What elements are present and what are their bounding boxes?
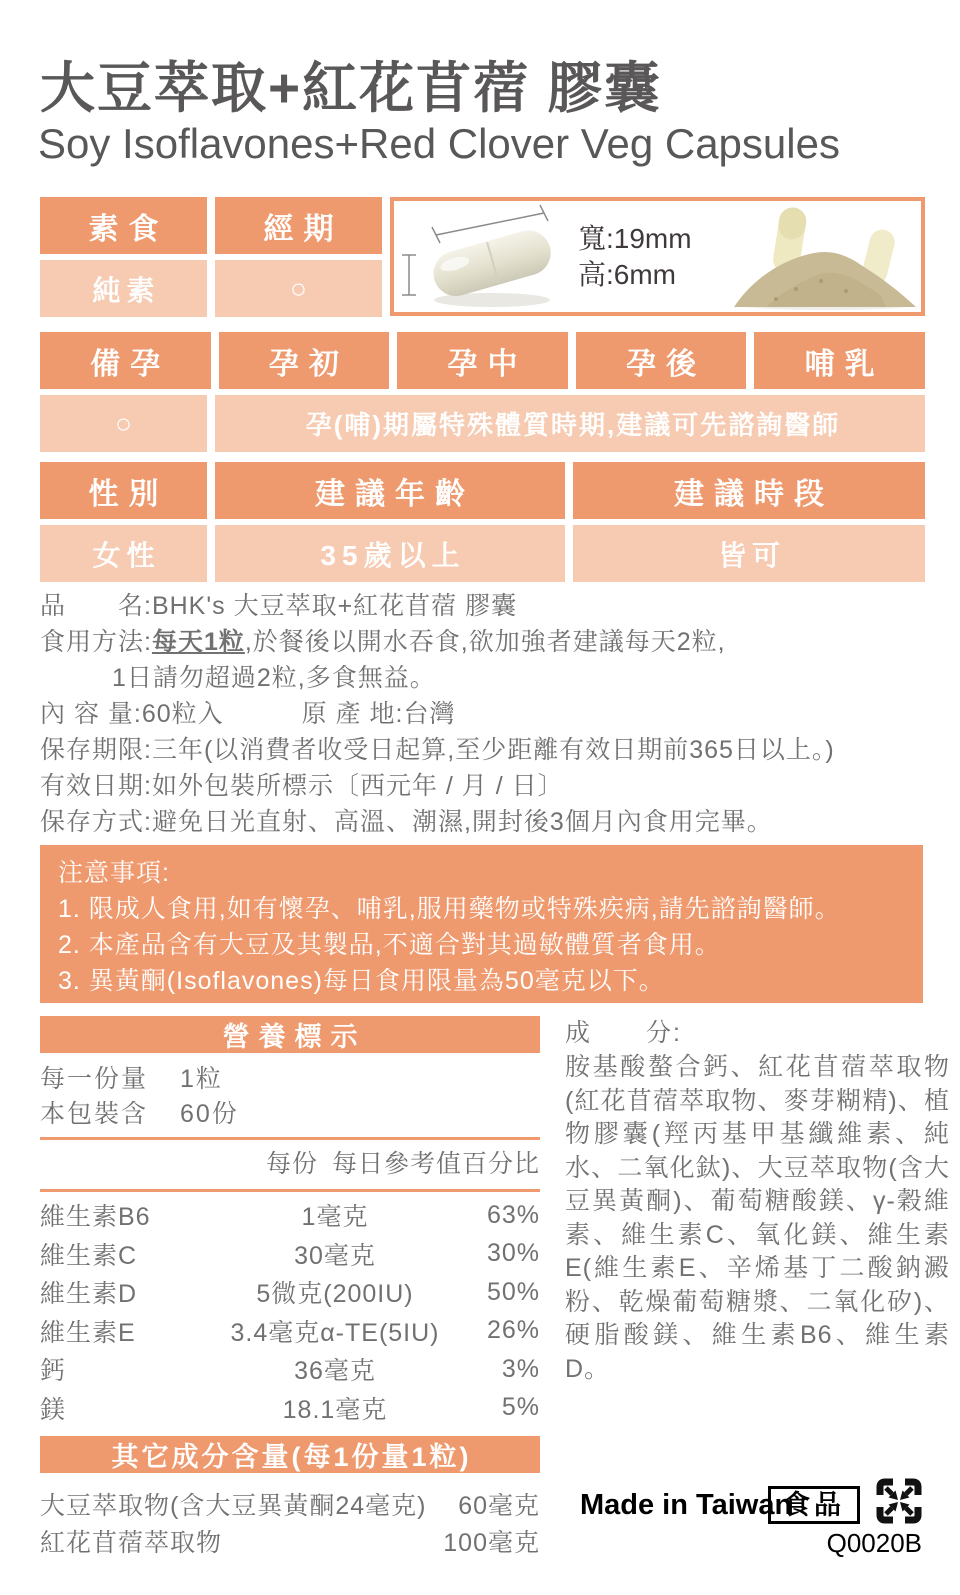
capsule-photo-panel	[390, 197, 925, 316]
nutrient-dv: 50%	[486, 1277, 540, 1306]
nutrition-column-headers	[40, 1140, 540, 1184]
nutrient-amount: 36毫克	[294, 1357, 376, 1386]
nutrient-dv: 30%	[486, 1239, 540, 1268]
content-origin-line: 內 容 量:60粒入 原 產 地:台灣	[40, 700, 456, 728]
notice-item-2: 2. 本產品含有大豆及其製品,不適合對其過敏體質者食用。	[58, 931, 721, 959]
nutrition-panel	[40, 1016, 540, 1559]
table-row	[40, 1312, 540, 1351]
usage-label: 食用方法:	[40, 628, 152, 656]
shelf-life-line: 保存期限:三年(以消費者收受日起算,至少距離有效日期前365日以上。)	[40, 736, 835, 764]
powder-photo	[726, 201, 921, 312]
nutrient-name: 維生素E	[40, 1318, 136, 1347]
lower-columns	[40, 1016, 950, 1559]
usage-rest: ,於餐後以開水吞食,欲加強者建議每天2粒,	[244, 628, 726, 656]
page-title: 大豆萃取+紅花苜蓿 膠囊	[40, 57, 662, 119]
nutrition-title-bar: 營養標示	[40, 1016, 540, 1053]
servings-value: 60份	[180, 1100, 239, 1128]
nutrition-rows	[40, 1196, 540, 1427]
storage-line: 保存方式:避免日光直射、高溫、潮濕,開封後3個月內食用完畢。	[40, 808, 773, 836]
serving-size-label: 每一份量	[40, 1065, 149, 1093]
servings-line	[40, 1097, 540, 1132]
usage-line2: 1日請勿超過2粒,多食無益。	[112, 664, 436, 692]
diet-value-period-ok: ○	[215, 260, 382, 317]
audience-value-age: 35歲以上	[215, 525, 565, 582]
other-ingredients-title-bar: 其它成分含量(每1份量1粒)	[40, 1436, 540, 1473]
ingredient-name: 大豆萃取物(含大豆異黃酮24毫克)	[40, 1491, 427, 1520]
nutrient-name: 維生素C	[40, 1241, 138, 1270]
notice-title: 注意事項:	[58, 859, 170, 887]
pregnancy-header-prep: 備孕	[40, 332, 211, 389]
pregnancy-header-early: 孕初	[219, 332, 390, 389]
notice-box	[40, 845, 923, 1003]
capsule-width-label: 寬:19mm	[578, 222, 692, 254]
serving-info	[40, 1062, 540, 1132]
pregnancy-header-late: 孕後	[576, 332, 747, 389]
nutrient-name: 維生素D	[40, 1280, 138, 1309]
pregnancy-header-mid: 孕中	[397, 332, 568, 389]
usage-dose: 每天1粒	[151, 628, 245, 656]
food-badge: 食品	[768, 1486, 860, 1524]
nutrient-amount: 3.4毫克α-TE(5IU)	[230, 1318, 440, 1347]
serving-size-line	[40, 1062, 540, 1097]
diet-value-vegan: 純素	[40, 260, 207, 317]
pregnancy-consult-note: 孕(哺)期屬特殊體質時期,建議可先諮詢醫師	[215, 395, 925, 452]
usage-line	[40, 624, 935, 660]
table-row	[40, 1485, 540, 1522]
table-row	[40, 1273, 540, 1312]
nutrient-amount: 5微克(200IU)	[256, 1280, 414, 1309]
product-code: Q0020B	[826, 1528, 922, 1558]
recycling-icon	[876, 1478, 922, 1524]
nutrient-amount: 30毫克	[294, 1241, 376, 1270]
nutrient-amount: 18.1毫克	[282, 1395, 388, 1424]
diet-table	[40, 197, 925, 316]
table-row	[40, 1389, 540, 1428]
nutrient-amount: 1毫克	[301, 1203, 369, 1232]
product-name-line: 品 名:BHK's 大豆萃取+紅花苜蓿 膠囊	[40, 592, 518, 620]
audience-value-gender: 女性	[40, 525, 207, 582]
capsule-height-label: 高:6mm	[578, 258, 677, 290]
ingredient-amount: 60毫克	[458, 1491, 540, 1520]
nutrient-name: 鈣	[40, 1357, 67, 1386]
diet-header-period: 經期	[215, 197, 382, 254]
audience-header-age: 建議年齡	[215, 462, 565, 519]
page-subtitle: Soy Isoflavones+Red Clover Veg Capsules	[38, 120, 840, 167]
pregnancy-table	[40, 332, 925, 452]
audience-table	[40, 462, 925, 582]
other-ingredients-rows	[40, 1485, 540, 1559]
nutrient-dv: 3%	[501, 1354, 540, 1383]
made-in-taiwan-label: Made in Taiwan	[580, 1489, 793, 1521]
pregnancy-header-nursing: 哺乳	[754, 332, 925, 389]
audience-header-gender: 性別	[40, 462, 207, 519]
product-info	[40, 588, 935, 840]
nutrient-name: 鎂	[40, 1395, 67, 1424]
servings-label: 本包裝含	[40, 1100, 149, 1128]
capsule-dimensions	[578, 221, 692, 293]
diet-header-vegetarian: 素食	[40, 197, 207, 254]
ingredients-label: 成 分:	[565, 1019, 682, 1047]
notice-item-3: 3. 異黃酮(Isoflavones)每日食用限量為50毫克以下。	[58, 967, 665, 995]
col-amount-header: 每份	[265, 1150, 318, 1178]
table-row	[40, 1235, 540, 1274]
nutrient-dv: 5%	[501, 1393, 540, 1422]
nutrient-name: 維生素B6	[40, 1203, 151, 1232]
notice-item-1: 1. 限成人食用,如有懷孕、哺乳,服用藥物或特殊疾病,請先諮詢醫師。	[58, 895, 841, 923]
divider	[40, 1189, 540, 1192]
ingredient-amount: 100毫克	[443, 1528, 540, 1557]
audience-header-time: 建議時段	[573, 462, 925, 519]
pregnancy-prep-ok: ○	[40, 395, 207, 452]
ingredients-text: 胺基酸螯合鈣、紅花苜蓿萃取物(紅花苜蓿萃取物、麥芽糊精)、植物膠囊(羥丙基甲基纖維素、純水、二氧化鈦)、大豆萃取物(含大豆異黃酮)、葡萄糖酸鎂、γ-穀維素、維生素C、氧化鎂、維生素E(維生素E、辛烯基丁二酸鈉澱粉、乾燥葡萄糖漿、二氧化矽)、硬脂酸鎂、維生素B6、維生素D。	[565, 1053, 950, 1383]
col-dv-header: 每日參考值百分比	[331, 1150, 540, 1178]
nutrient-dv: 26%	[486, 1316, 540, 1345]
audience-value-time: 皆可	[573, 525, 925, 582]
expiry-line: 有效日期:如外包裝所標示〔西元年 / 月 / 日〕	[40, 772, 564, 800]
serving-size-value: 1粒	[180, 1065, 223, 1093]
table-row	[40, 1522, 540, 1559]
table-row	[40, 1196, 540, 1235]
nutrient-dv: 63%	[486, 1200, 540, 1229]
table-row	[40, 1350, 540, 1389]
ingredient-name: 紅花苜蓿萃取物	[40, 1528, 223, 1557]
capsule-photo	[394, 201, 574, 312]
